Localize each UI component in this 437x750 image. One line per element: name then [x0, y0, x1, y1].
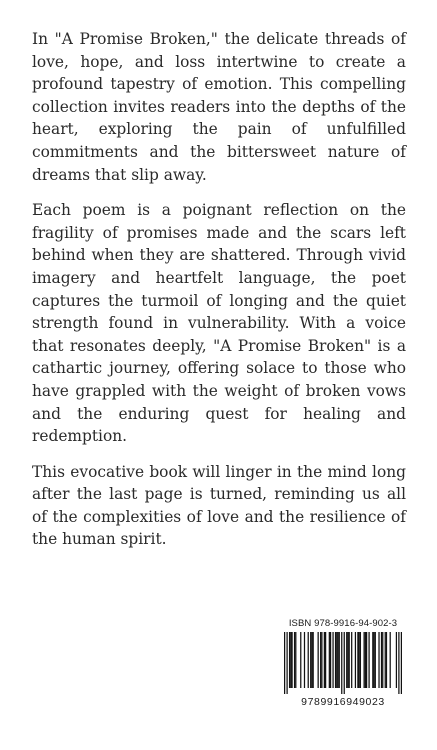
barcode-bar — [294, 632, 295, 688]
isbn-label: ISBN 978-9916-94-902-3 — [288, 618, 398, 629]
barcode-bar — [318, 632, 319, 688]
barcode-bar — [344, 632, 345, 694]
barcode-bar — [381, 632, 382, 688]
barcode-bar — [290, 632, 291, 688]
barcode-bar — [304, 632, 305, 688]
barcode-bar — [351, 632, 352, 688]
barcode-bar — [311, 632, 312, 688]
barcode-bar — [359, 632, 360, 688]
barcode-bar — [378, 632, 379, 688]
barcode-bar — [330, 632, 331, 688]
barcode-bar — [324, 632, 325, 688]
isbn-barcode — [280, 618, 406, 728]
description-paragraph-2: Each poem is a poignant reflection on the fragility of promises made and the scars left behind when they are shattered. Through vivid imagery and heartfelt language, the poet captures the turmoil of longing and the quiet strength found in vulnerability. With a voice that resonates deeply, "A Promise Broken" is a cathartic journey, offering solace to those who have grappled with the weight of broken vows and the enduring quest for healing and redemption. — [32, 201, 406, 446]
barcode-bar — [320, 632, 321, 688]
barcode-bar — [295, 632, 296, 688]
barcode-bar — [325, 632, 326, 688]
barcode-bar — [386, 632, 387, 688]
barcode-bar — [360, 632, 361, 688]
barcode-bar — [382, 632, 383, 688]
barcode-bar — [368, 632, 369, 688]
barcode-bar — [363, 632, 364, 688]
barcode-bar — [313, 632, 314, 688]
barcode-bar — [390, 632, 391, 688]
barcode-bar — [347, 632, 348, 688]
barcode-bar — [349, 632, 350, 688]
book-description — [32, 28, 406, 564]
barcode-bar — [366, 632, 367, 688]
barcode-bar — [336, 632, 337, 688]
barcode-digits: 9789916949023 — [301, 696, 385, 708]
barcode-bar — [365, 632, 366, 688]
barcode-bar — [401, 632, 402, 694]
barcode-bar — [385, 632, 386, 688]
barcode-bar — [346, 632, 347, 688]
barcode-bar — [321, 632, 322, 688]
barcode-bar — [337, 632, 338, 688]
barcode-bar — [372, 632, 373, 688]
barcode-bar — [284, 632, 285, 694]
barcode-bar — [339, 632, 340, 688]
barcode-bar — [396, 632, 397, 688]
barcode-bar — [398, 632, 399, 694]
barcode-bar — [329, 632, 330, 688]
barcode-bar — [373, 632, 374, 688]
barcode-bar — [291, 632, 292, 688]
barcode-bar — [286, 632, 287, 694]
barcode-bar — [355, 632, 356, 688]
barcode-bars — [284, 632, 402, 694]
barcode-bar — [310, 632, 311, 688]
description-paragraph-3: This evocative book will linger in the mind long after the last page is turned, reminding us all of the complexities of love and the resilience of the human spirit. — [32, 462, 406, 549]
barcode-bar — [332, 632, 333, 688]
barcode-bar — [289, 632, 290, 688]
barcode-bar — [341, 632, 342, 694]
barcode-bar — [357, 632, 358, 688]
barcode-bar — [335, 632, 336, 688]
description-paragraph-1: In "A Promise Broken," the delicate threads of love, hope, and loss intertwine to create a profound tapestry of emotion. This compelling collection invites readers into the depths of the heart, exploring the pain of unfulfilled commitments and the bittersweet nature of dreams that slip away. — [32, 30, 406, 184]
barcode-bar — [375, 632, 376, 688]
barcode-bar — [300, 632, 301, 688]
barcode-bar — [308, 632, 309, 688]
